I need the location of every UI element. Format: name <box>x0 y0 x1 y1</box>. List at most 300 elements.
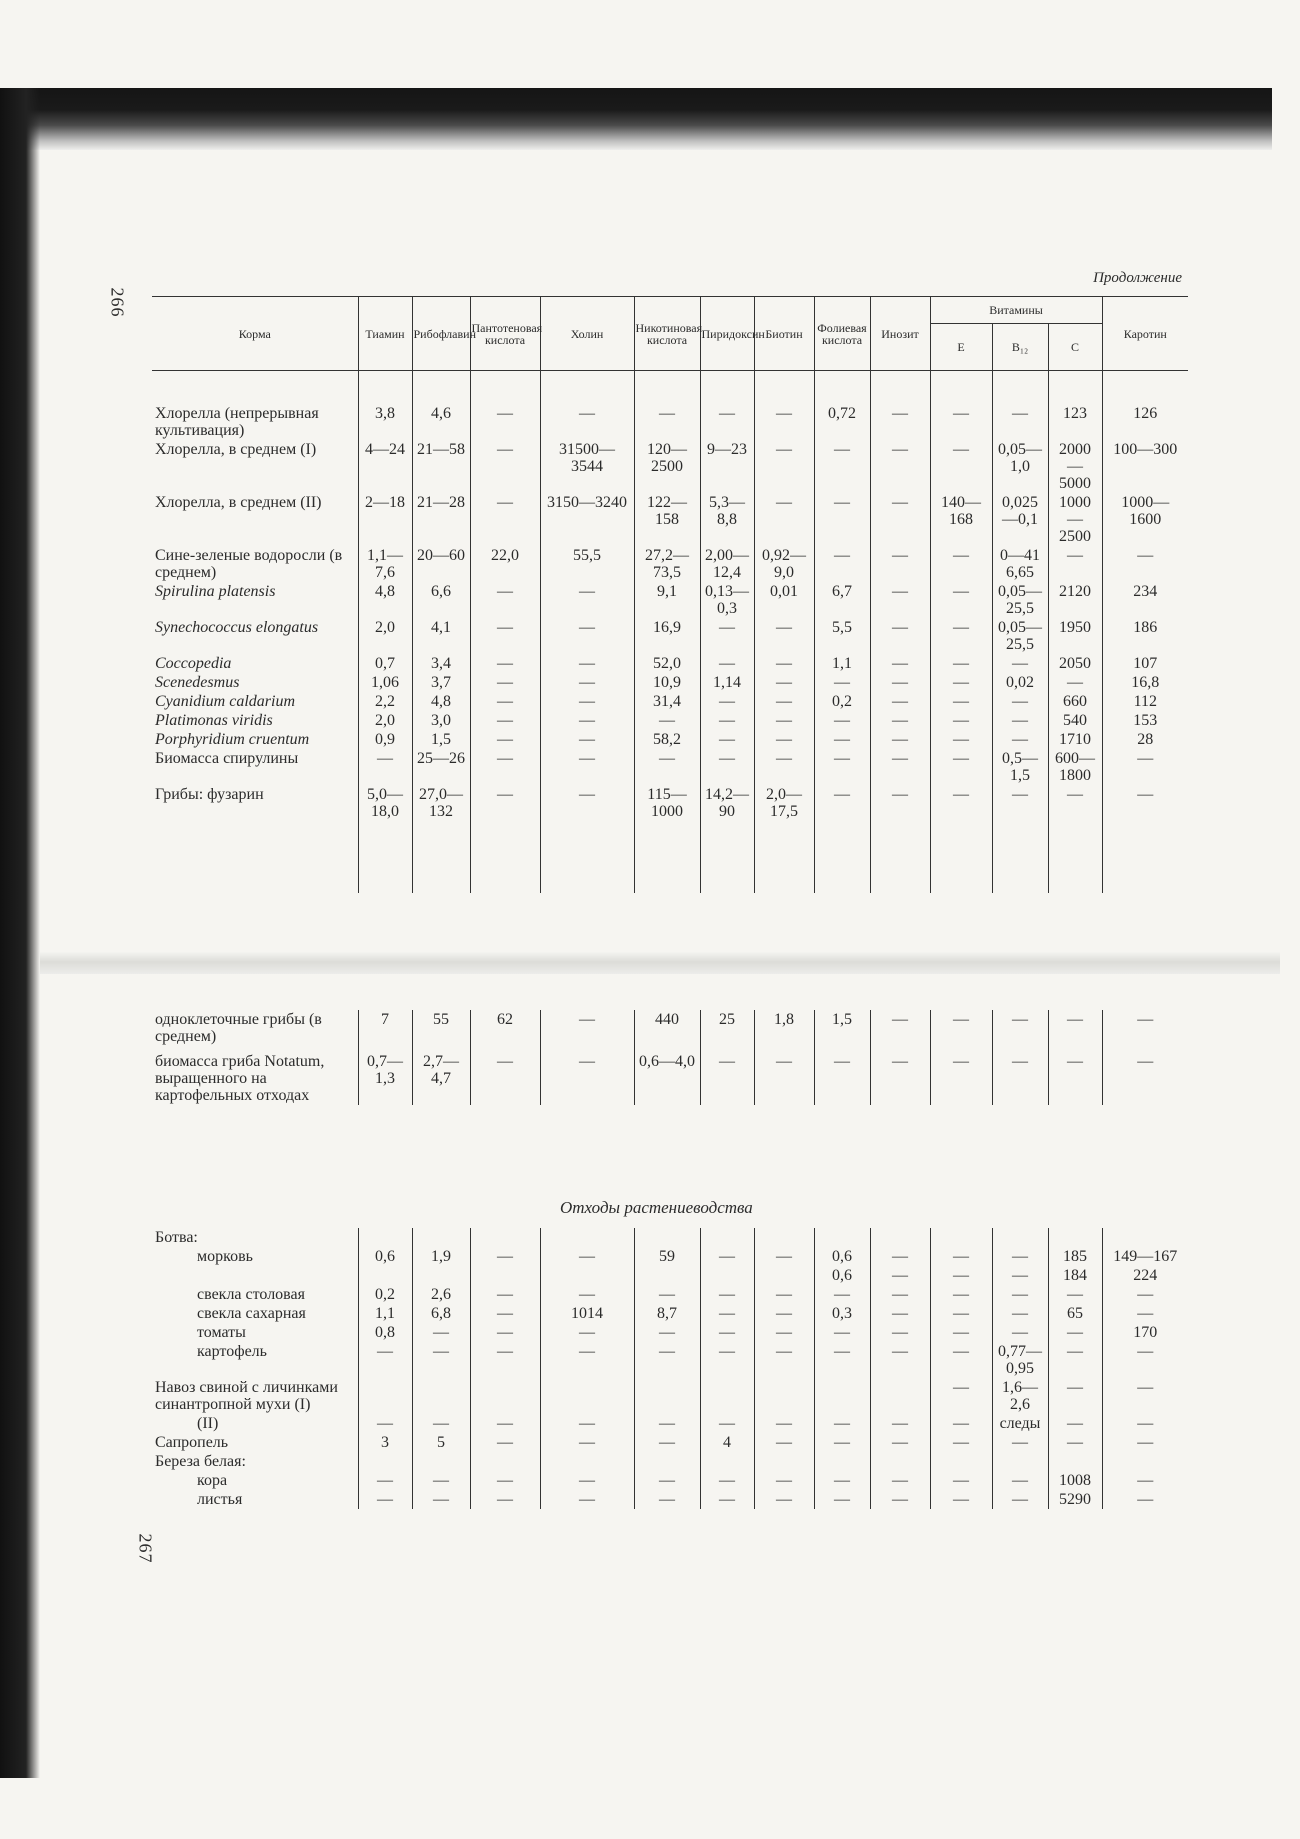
table-cell: — <box>470 1471 540 1490</box>
table-row <box>152 1228 1188 1247</box>
table-cell: 0,13—0,3 <box>700 582 754 618</box>
table-cell: — <box>814 785 870 821</box>
table-cell: 6,6 <box>412 582 470 618</box>
table-cell: — <box>930 1010 992 1052</box>
table-cell: — <box>814 493 870 546</box>
table-cell: 0,05—25,5 <box>992 582 1048 618</box>
table-cell: 0,8 <box>358 1323 412 1342</box>
table-cell: — <box>358 1490 412 1509</box>
table-cell: — <box>634 1490 700 1509</box>
table-cell <box>540 1266 634 1285</box>
table-row <box>152 1414 1188 1433</box>
table-cell: — <box>634 1471 700 1490</box>
table-cell: 3 <box>358 1433 412 1452</box>
table-cell: — <box>814 440 870 493</box>
table-cell: 2,6 <box>412 1285 470 1304</box>
table-cell: — <box>930 618 992 654</box>
table-cell: 58,2 <box>634 730 700 749</box>
table-cell: — <box>930 1342 992 1378</box>
table-cell: 2050 <box>1048 654 1102 673</box>
table-cell: 14,2—90 <box>700 785 754 821</box>
table-cell: 170 <box>1102 1323 1188 1342</box>
table-cell: 3,8 <box>358 371 412 441</box>
table-cell: — <box>540 618 634 654</box>
table-cell: 0,6 <box>814 1266 870 1285</box>
feed-name: Ботва: <box>155 1229 198 1246</box>
table-cell: — <box>992 1433 1048 1452</box>
table-cell: — <box>870 493 930 546</box>
table-cell: 2,00—12,4 <box>700 546 754 582</box>
table-cell: — <box>540 692 634 711</box>
table-cell: — <box>1102 1342 1188 1378</box>
vitamin-table-top <box>152 296 1188 893</box>
feed-name: Хлорелла, в среднем (I) <box>155 441 317 458</box>
table-cell: — <box>1102 1285 1188 1304</box>
table-cell <box>700 1452 754 1471</box>
table-cell: — <box>754 440 814 493</box>
table-cell: 31,4 <box>634 692 700 711</box>
page-fold <box>40 952 1280 974</box>
table-cell: — <box>700 1342 754 1378</box>
table-cell: — <box>1102 785 1188 821</box>
table-row <box>152 673 1188 692</box>
table-cell: 1710 <box>1048 730 1102 749</box>
table-row <box>152 785 1188 821</box>
table-cell <box>930 1452 992 1471</box>
table-cell: — <box>540 1490 634 1509</box>
table-row <box>152 749 1188 785</box>
table-cell: — <box>470 1247 540 1266</box>
table-cell: — <box>814 1433 870 1452</box>
table-cell: — <box>814 546 870 582</box>
table-cell: — <box>1102 1490 1188 1509</box>
header-thiamin: Тиамин <box>358 297 412 371</box>
table-cell: 1008 <box>1048 1471 1102 1490</box>
table-cell: — <box>870 1266 930 1285</box>
feed-name: свекла сахарная <box>197 1305 306 1322</box>
table-cell: — <box>992 692 1048 711</box>
table-cell: — <box>870 1010 930 1052</box>
feed-name: Сапропель <box>155 1434 229 1451</box>
table-cell: — <box>754 692 814 711</box>
table-cell: — <box>470 711 540 730</box>
table-cell: — <box>634 1433 700 1452</box>
table-cell: — <box>814 1052 870 1105</box>
table-cell: — <box>1102 1378 1188 1414</box>
table-cell: — <box>470 673 540 692</box>
table-cell <box>358 1378 412 1414</box>
table-cell: 4,6 <box>412 371 470 441</box>
table-cell <box>634 1228 700 1247</box>
table-cell: — <box>540 1052 634 1105</box>
header-vitamin-e: E <box>930 324 992 371</box>
table-cell: — <box>992 1304 1048 1323</box>
table-cell: — <box>930 1433 992 1452</box>
table-cell: — <box>540 1433 634 1452</box>
table-row <box>152 711 1188 730</box>
table-cell: — <box>412 1471 470 1490</box>
table-cell: — <box>992 1490 1048 1509</box>
scan-binding-shadow <box>0 88 40 1778</box>
header-pyridoxine: Пиридоксин <box>700 297 754 371</box>
table-cell: 4,1 <box>412 618 470 654</box>
table-cell: — <box>992 1266 1048 1285</box>
table-row <box>152 1452 1188 1471</box>
table-cell: 4,8 <box>412 692 470 711</box>
table-cell: 0,2 <box>814 692 870 711</box>
feed-name: Навоз свиной с личинками синантропной мухи (I) <box>155 1379 338 1413</box>
header-vitamin-b12: B₁₂ <box>992 324 1048 371</box>
table-cell: 0,3 <box>814 1304 870 1323</box>
table-cell: — <box>754 1052 814 1105</box>
table-cell <box>634 1378 700 1414</box>
table-cell: — <box>930 1304 992 1323</box>
table-cell <box>1102 1228 1188 1247</box>
table-cell: — <box>870 371 930 441</box>
table-cell <box>700 1378 754 1414</box>
table-cell: 1,1 <box>814 654 870 673</box>
table-row <box>152 371 1188 441</box>
table-cell: — <box>814 1285 870 1304</box>
table-cell: — <box>700 1052 754 1105</box>
table-cell: — <box>870 546 930 582</box>
feed-name: Scenedesmus <box>155 674 240 691</box>
table-cell: 2,0 <box>358 711 412 730</box>
table-cell: — <box>870 730 930 749</box>
table-cell: 6,7 <box>814 582 870 618</box>
table-row <box>152 1323 1188 1342</box>
table-cell: — <box>470 1433 540 1452</box>
table-cell: 1950 <box>1048 618 1102 654</box>
table-cell <box>930 1228 992 1247</box>
table-cell: — <box>412 1490 470 1509</box>
table-cell: — <box>358 1471 412 1490</box>
table-cell: — <box>470 785 540 821</box>
table-cell <box>754 1378 814 1414</box>
header-biotin: Биотин <box>754 297 814 371</box>
table-cell: — <box>930 1323 992 1342</box>
table-cell: — <box>992 1247 1048 1266</box>
feed-name: Synechococcus elongatus <box>155 619 319 636</box>
table-cell: 5290 <box>1048 1490 1102 1509</box>
table-cell: — <box>700 730 754 749</box>
table-cell: — <box>930 749 992 785</box>
table-cell: 2—18 <box>358 493 412 546</box>
table-cell <box>814 1452 870 1471</box>
table-cell: — <box>412 1414 470 1433</box>
table-cell: 440 <box>634 1010 700 1052</box>
table-cell: 0,05—25,5 <box>992 618 1048 654</box>
table-cell: 0,02 <box>992 673 1048 692</box>
table-cell <box>992 1228 1048 1247</box>
table-cell: — <box>1102 1433 1188 1452</box>
table-cell: 3,4 <box>412 654 470 673</box>
table-cell: — <box>754 730 814 749</box>
table-cell: — <box>1048 1052 1102 1105</box>
table-cell: — <box>870 749 930 785</box>
table-row <box>152 493 1188 546</box>
table-cell: — <box>814 673 870 692</box>
table-cell: — <box>470 654 540 673</box>
table-cell: 28 <box>1102 730 1188 749</box>
table-cell: — <box>470 618 540 654</box>
table-cell: 9—23 <box>700 440 754 493</box>
table-cell: — <box>634 711 700 730</box>
table-cell: — <box>1048 785 1102 821</box>
table-cell: 1,5 <box>412 730 470 749</box>
header-riboflavin: Рибофлавин <box>412 297 470 371</box>
table-cell: — <box>870 711 930 730</box>
table-cell: 2,0—17,5 <box>754 785 814 821</box>
table-cell <box>412 1228 470 1247</box>
table-cell: — <box>870 1285 930 1304</box>
table-row <box>152 546 1188 582</box>
table-cell: — <box>412 1323 470 1342</box>
table-cell: 100—300 <box>1102 440 1188 493</box>
table-cell: — <box>470 1285 540 1304</box>
table-cell: — <box>470 582 540 618</box>
table-cell: 5 <box>412 1433 470 1452</box>
table-cell: — <box>930 1471 992 1490</box>
table-cell: — <box>540 371 634 441</box>
table-cell <box>358 1266 412 1285</box>
table-cell <box>540 1378 634 1414</box>
table-cell: 5,0—18,0 <box>358 785 412 821</box>
table-cell: 1,1—7,6 <box>358 546 412 582</box>
table-row <box>152 692 1188 711</box>
table-cell: — <box>754 1323 814 1342</box>
table-cell <box>1102 1452 1188 1471</box>
table-cell: 120—2500 <box>634 440 700 493</box>
table-cell: — <box>634 749 700 785</box>
table-cell: — <box>992 654 1048 673</box>
table-cell <box>634 1452 700 1471</box>
table-row <box>152 1285 1188 1304</box>
table-cell: 22,0 <box>470 546 540 582</box>
table-cell: — <box>470 692 540 711</box>
table-cell: — <box>470 1323 540 1342</box>
table-cell <box>1048 1228 1102 1247</box>
table-cell: 25—26 <box>412 749 470 785</box>
table-cell: — <box>754 1304 814 1323</box>
table-cell: 4—24 <box>358 440 412 493</box>
feed-name: Биомасса спирулины <box>155 750 299 767</box>
table-cell: — <box>870 1433 930 1452</box>
table-cell: — <box>870 1414 930 1433</box>
table-cell: 122—158 <box>634 493 700 546</box>
table-cell: — <box>930 673 992 692</box>
table-cell: 185 <box>1048 1247 1102 1266</box>
feed-name: Coccopedia <box>155 655 232 672</box>
table-cell: 0,72 <box>814 371 870 441</box>
table-cell: 2120 <box>1048 582 1102 618</box>
table-cell: — <box>992 1010 1048 1052</box>
table-cell: — <box>930 546 992 582</box>
table-cell: — <box>1048 1323 1102 1342</box>
table-cell: — <box>1048 1414 1102 1433</box>
table-cell: 0,01 <box>754 582 814 618</box>
table-cell <box>992 1452 1048 1471</box>
table-cell: — <box>930 1052 992 1105</box>
table-cell: — <box>358 1414 412 1433</box>
table-cell: — <box>1048 1285 1102 1304</box>
table-cell: 4 <box>700 1433 754 1452</box>
table-cell: 3,7 <box>412 673 470 692</box>
table-cell: — <box>700 1285 754 1304</box>
table-cell: — <box>540 673 634 692</box>
table-cell: — <box>540 1247 634 1266</box>
table-cell: — <box>814 1342 870 1378</box>
table-cell: 55,5 <box>540 546 634 582</box>
table-cell: — <box>540 730 634 749</box>
table-filler-row <box>152 821 1188 893</box>
table-cell <box>814 1378 870 1414</box>
table-cell: — <box>814 749 870 785</box>
table-cell: — <box>992 1052 1048 1105</box>
feed-name: кора <box>197 1472 228 1489</box>
table-cell: — <box>700 692 754 711</box>
table-cell: — <box>930 440 992 493</box>
table-cell: 123 <box>1048 371 1102 441</box>
table-cell: — <box>700 1490 754 1509</box>
table-cell: 1,06 <box>358 673 412 692</box>
table-cell: 2,2 <box>358 692 412 711</box>
table-cell: 16,9 <box>634 618 700 654</box>
table-row <box>152 654 1188 673</box>
header-choline: Холин <box>540 297 634 371</box>
feed-name: Береза белая: <box>155 1453 246 1470</box>
table-cell: 8,7 <box>634 1304 700 1323</box>
table-cell: — <box>870 1323 930 1342</box>
table-cell: — <box>700 371 754 441</box>
table-cell: — <box>634 1342 700 1378</box>
table-cell: — <box>1102 1304 1188 1323</box>
table-cell: 112 <box>1102 692 1188 711</box>
table-cell: — <box>870 1304 930 1323</box>
feed-name: Spirulina platensis <box>155 583 276 600</box>
table-cell: — <box>754 1490 814 1509</box>
table-row <box>152 1010 1188 1052</box>
table-cell: — <box>540 749 634 785</box>
table-row <box>152 1052 1188 1105</box>
table-cell: — <box>870 582 930 618</box>
table-cell: — <box>992 730 1048 749</box>
table-cell: — <box>1102 546 1188 582</box>
table-cell: — <box>470 493 540 546</box>
table-cell: — <box>930 711 992 730</box>
table-cell <box>634 1266 700 1285</box>
vitamin-table-middle <box>152 1010 1188 1105</box>
table-cell: — <box>470 1052 540 1105</box>
header-folic: Фолиевая кислота <box>814 297 870 371</box>
table-cell: 0,6 <box>814 1247 870 1266</box>
table-cell: 126 <box>1102 371 1188 441</box>
table-cell: — <box>540 1471 634 1490</box>
table-cell: — <box>1102 749 1188 785</box>
table-cell <box>470 1452 540 1471</box>
table-cell: — <box>470 371 540 441</box>
table-cell: 31500—3544 <box>540 440 634 493</box>
table-cell <box>540 1228 634 1247</box>
table-cell <box>754 1266 814 1285</box>
table-cell <box>870 1452 930 1471</box>
table-cell: 7 <box>358 1010 412 1052</box>
table-cell <box>412 1266 470 1285</box>
table-cell: 6,8 <box>412 1304 470 1323</box>
page-number-bottom: 267 <box>135 1533 156 1564</box>
table-cell: 5,5 <box>814 618 870 654</box>
table-cell: — <box>930 730 992 749</box>
header-pantothenic: Пантотеновая кислота <box>470 297 540 371</box>
table-cell: — <box>870 1342 930 1378</box>
table-row <box>152 582 1188 618</box>
table-cell: — <box>700 1323 754 1342</box>
feed-name: Грибы: фузарин <box>155 786 264 803</box>
table-cell <box>754 1452 814 1471</box>
feed-name <box>152 1266 358 1285</box>
feed-name: Хлорелла, в среднем (II) <box>155 494 322 511</box>
table-cell: — <box>1048 1342 1102 1378</box>
table-cell: 184 <box>1048 1266 1102 1285</box>
table-cell <box>412 1378 470 1414</box>
table-cell: — <box>540 654 634 673</box>
table-cell: 1,1 <box>358 1304 412 1323</box>
table-cell: — <box>358 749 412 785</box>
table-cell: — <box>700 654 754 673</box>
table-cell: — <box>540 582 634 618</box>
table-cell: 1014 <box>540 1304 634 1323</box>
header-nicotinic: Никотиновая кислота <box>634 297 700 371</box>
table-cell: — <box>540 711 634 730</box>
table-cell: 153 <box>1102 711 1188 730</box>
table-cell: — <box>700 1304 754 1323</box>
table-cell: — <box>870 785 930 821</box>
table-cell: — <box>814 730 870 749</box>
feed-name: листья <box>197 1491 243 1508</box>
table-cell <box>470 1228 540 1247</box>
table-cell: 21—58 <box>412 440 470 493</box>
table-cell: — <box>634 1323 700 1342</box>
table-cell: — <box>540 1342 634 1378</box>
table-cell <box>1048 1452 1102 1471</box>
table-cell: 660 <box>1048 692 1102 711</box>
table-cell: 2,0 <box>358 618 412 654</box>
table-cell: — <box>1102 1471 1188 1490</box>
table-cell: — <box>1048 1433 1102 1452</box>
table-cell: — <box>754 1433 814 1452</box>
table-cell: — <box>814 711 870 730</box>
page-number-top: 266 <box>107 287 128 318</box>
table-cell: 600—1800 <box>1048 749 1102 785</box>
table-cell: — <box>992 1323 1048 1342</box>
table-cell: — <box>930 1378 992 1414</box>
table-cell: — <box>754 1247 814 1266</box>
table-cell <box>754 1228 814 1247</box>
feed-name: Сине-зеленые водоросли (в среднем) <box>155 547 343 581</box>
table-cell: — <box>870 440 930 493</box>
table-row <box>152 618 1188 654</box>
table-cell: — <box>540 1010 634 1052</box>
table-cell <box>358 1228 412 1247</box>
table-cell: 1,8 <box>754 1010 814 1052</box>
table-row <box>152 1247 1188 1266</box>
table-cell: — <box>870 1490 930 1509</box>
table-cell: — <box>814 1471 870 1490</box>
table-cell: 65 <box>1048 1304 1102 1323</box>
vitamin-table-bottom <box>152 1228 1188 1509</box>
feed-name: морковь <box>197 1248 253 1265</box>
table-row <box>152 1342 1188 1378</box>
